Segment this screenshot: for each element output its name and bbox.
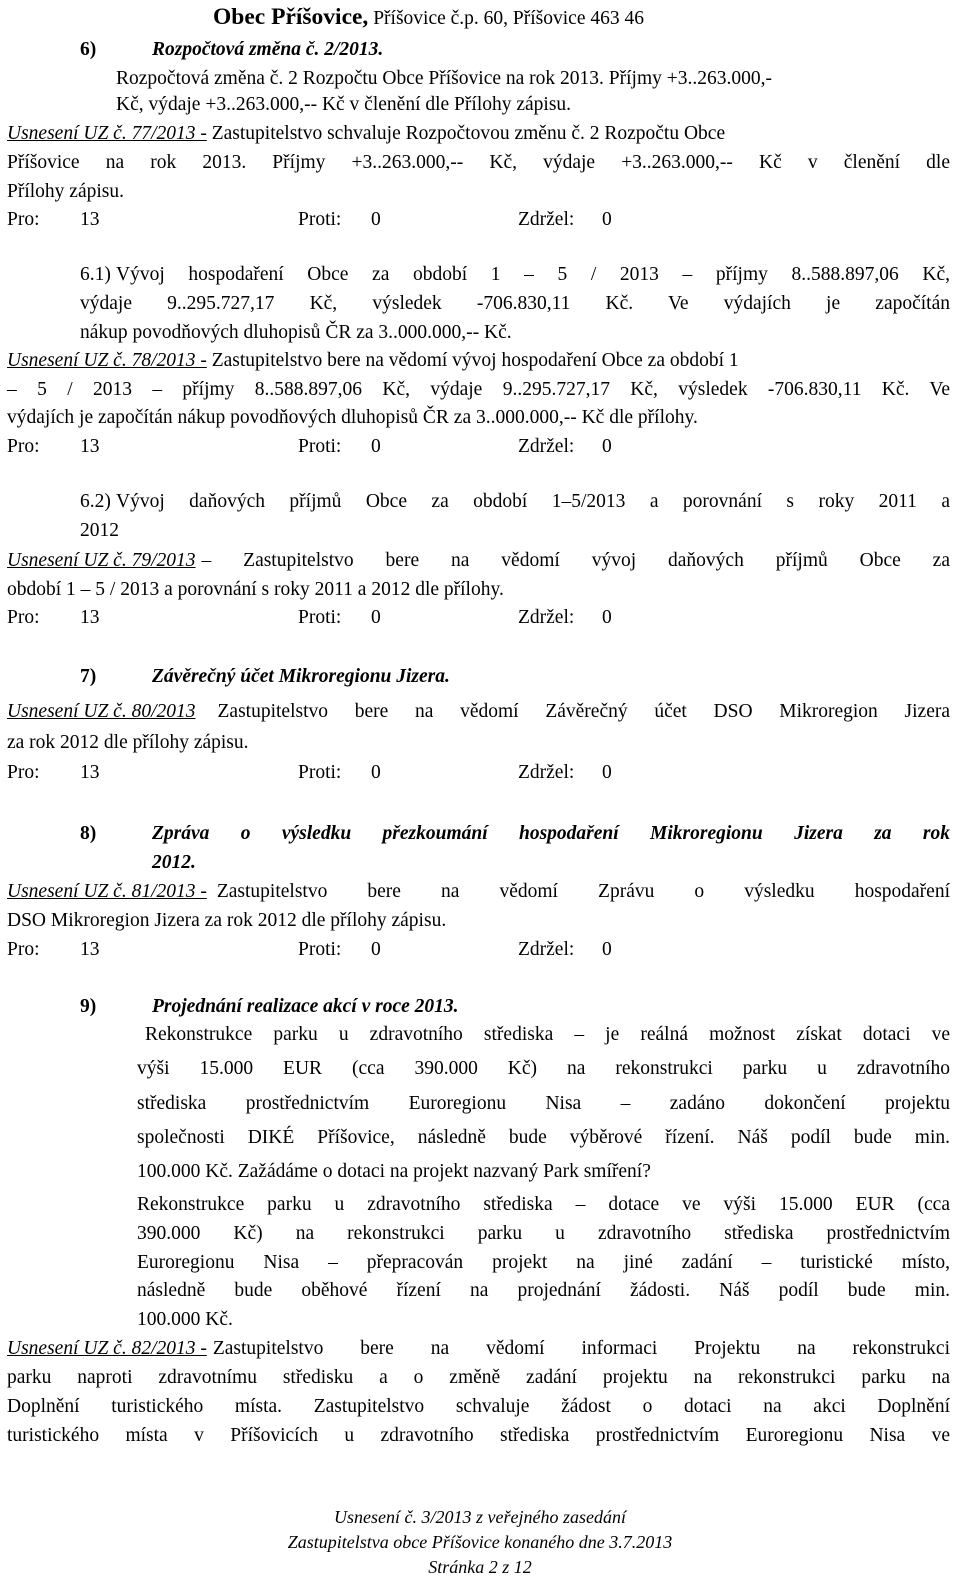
vote-proti-count: 0: [371, 209, 381, 230]
vote-zdrzel-label: Zdržel:: [518, 762, 575, 783]
vote-proti-count: 0: [371, 607, 381, 628]
resolution-text: Zastupitelstvo schvaluje Rozpočtovou změnu č. 2 Rozpočtu Obce: [211, 123, 726, 144]
vote-zdrzel-label: Zdržel:: [518, 209, 575, 230]
resolution-text: Zastupitelstvo bere na vědomí Zprávu o výsledku hospodaření: [216, 881, 950, 902]
vote-pro-label: Pro:: [7, 939, 40, 960]
resolution-line: [7, 702, 950, 722]
resolution-text: Zastupitelstvo bere na vědomí informaci Projektu na rekonstrukci: [212, 1338, 950, 1359]
vote-proti-count: 0: [371, 762, 381, 783]
vote-proti-count: 0: [371, 436, 381, 457]
section-6-1-number: 6.1): [80, 264, 111, 285]
vote-result: [7, 437, 950, 461]
section-6-desc-line: Rozpočtová změna č. 2 Rozpočtu Obce Příšovice na rok 2013. Příjmy +3..263.000,-: [116, 68, 772, 89]
vote-proti-label: Proti:: [298, 209, 342, 230]
resolution-line: [7, 124, 725, 144]
footer-page-number: Stránka 2 z 12: [428, 1557, 532, 1577]
resolution-text: Zastupitelstvo bere na vědomí Závěrečný účet DSO Mikroregion Jizera: [217, 701, 950, 722]
resolution-line: [7, 1339, 950, 1359]
vote-proti-label: Proti:: [298, 607, 342, 628]
section-8-number: 8): [80, 823, 97, 844]
vote-result: [7, 210, 950, 234]
page-header: [213, 6, 644, 30]
resolution-line: [7, 351, 739, 371]
resolution-label: Usnesení UZ č. 82/2013 -: [7, 1338, 207, 1359]
vote-proti-label: Proti:: [298, 939, 342, 960]
section-9-para2-line: následně bude oběhové řízení na projednání žádosti. Náš podíl bude min.: [137, 1280, 950, 1301]
resolution-line: turistického místa v Příšovicích u zdravotního střediska prostřednictvím Euroregionu Nisa ve: [7, 1425, 950, 1446]
resolution-line: období 1 – 5 / 2013 a porovnání s roky 2011 a 2012 dle přílohy.: [7, 579, 504, 600]
resolution-line: Přílohy zápisu.: [7, 181, 124, 202]
resolution-line: [7, 551, 950, 571]
section-7-number: 7): [80, 666, 97, 687]
section-8-title-line: Zpráva o výsledku přezkoumání hospodaření Mikroregionu Jizera za rok: [152, 823, 950, 844]
resolution-label: Usnesení UZ č. 77/2013 -: [7, 123, 207, 144]
resolution-line: – 5 / 2013 – příjmy 8..588.897,06 Kč, výdaje 9..295.727,17 Kč, výsledek -706.830,11 Kč. Ve: [7, 379, 950, 400]
vote-proti-count: 0: [371, 939, 381, 960]
vote-result: [7, 940, 950, 964]
vote-proti-label: Proti:: [298, 762, 342, 783]
vote-zdrzel-count: 0: [602, 762, 612, 783]
section-8-title-line: 2012.: [152, 852, 196, 873]
vote-zdrzel-count: 0: [602, 436, 612, 457]
vote-pro-count: 13: [80, 209, 100, 230]
section-7-title: Závěrečný účet Mikroregionu Jizera.: [152, 666, 450, 687]
section-9-para2-line: 390.000 Kč) na rekonstrukci parku u zdravotního střediska prostřednictvím: [137, 1223, 950, 1244]
vote-zdrzel-label: Zdržel:: [518, 939, 575, 960]
resolution-label: Usnesení UZ č. 80/2013: [7, 701, 196, 722]
section-6-2-desc-line: 2012: [80, 520, 119, 541]
section-6-2-desc-line: Vývoj daňových příjmů Obce za období 1–5/2013 a porovnání s roky 2011 a: [116, 491, 950, 512]
resolution-label: Usnesení UZ č. 78/2013 -: [7, 350, 207, 371]
vote-pro-label: Pro:: [7, 762, 40, 783]
vote-pro-label: Pro:: [7, 209, 40, 230]
resolution-line: DSO Mikroregion Jizera za rok 2012 dle přílohy zápisu.: [7, 910, 447, 931]
section-9-para1-line: společnosti DIKÉ Příšovice, následně bude výběrové řízení. Náš podíl bude min.: [137, 1127, 950, 1148]
vote-proti-label: Proti:: [298, 436, 342, 457]
section-9-para1-line: střediska prostřednictvím Euroregionu Nisa – zadáno dokončení projektu: [137, 1093, 950, 1114]
vote-pro-count: 13: [80, 436, 100, 457]
vote-zdrzel-count: 0: [602, 209, 612, 230]
section-9-number: 9): [80, 996, 97, 1017]
resolution-line: za rok 2012 dle přílohy zápisu.: [7, 732, 249, 753]
vote-pro-label: Pro:: [7, 607, 40, 628]
section-9-para1-line: výši 15.000 EUR (cca 390.000 Kč) na rekonstrukci parku u zdravotního: [137, 1058, 950, 1079]
vote-zdrzel-label: Zdržel:: [518, 436, 575, 457]
section-6-1-desc-line: výdaje 9..295.727,17 Kč, výsledek -706.830,11 Kč. Ve výdajích je započítán: [80, 293, 950, 314]
resolution-text: – Zastupitelstvo bere na vědomí vývoj daňových příjmů Obce za: [201, 550, 950, 571]
vote-pro-count: 13: [80, 607, 100, 628]
resolution-label: Usnesení UZ č. 81/2013 -: [7, 881, 207, 902]
section-9-para2-line: 100.000 Kč.: [137, 1309, 233, 1330]
section-9-para2-line: Euroregionu Nisa – přepracován projekt na jiné zadání – turistické místo,: [137, 1252, 950, 1273]
section-6-2-number: 6.2): [80, 491, 111, 512]
section-6-title: Rozpočtová změna č. 2/2013.: [152, 39, 384, 60]
section-6-1-desc-line: Vývoj hospodaření Obce za období 1 – 5 / 2013 – příjmy 8..588.897,06 Kč,: [116, 264, 950, 285]
vote-zdrzel-count: 0: [602, 607, 612, 628]
vote-zdrzel-label: Zdržel:: [518, 607, 575, 628]
section-9-para1-line: 100.000 Kč. Zažádáme o dotaci na projekt nazvaný Park smíření?: [137, 1161, 651, 1182]
section-6-1-desc-line: nákup povodňových dluhopisů ČR za 3..000.000,-- Kč.: [80, 322, 512, 343]
header-subtitle: Příšovice č.p. 60, Příšovice 463 46: [373, 8, 644, 29]
vote-pro-label: Pro:: [7, 436, 40, 457]
footer-line: Zastupitelstva obce Příšovice konaného dne 3.7.2013: [287, 1532, 673, 1552]
resolution-label: Usnesení UZ č. 79/2013: [7, 550, 196, 571]
resolution-line: [7, 882, 950, 902]
section-6-number: 6): [80, 39, 97, 60]
resolution-line: Doplnění turistického místa. Zastupitelstvo schvaluje žádost o dotaci na akci Doplnění: [7, 1396, 950, 1417]
vote-result: [7, 608, 950, 632]
vote-zdrzel-count: 0: [602, 939, 612, 960]
section-9-para1-line: Rekonstrukce parku u zdravotního střediska – je reálná možnost získat dotaci ve: [145, 1024, 950, 1045]
resolution-line: výdajích je započítán nákup povodňových dluhopisů ČR za 3..000.000,-- Kč dle přílohy.: [7, 407, 698, 428]
vote-pro-count: 13: [80, 939, 100, 960]
header-title: Obec Příšovice,: [213, 4, 369, 30]
section-6-desc-line: Kč, výdaje +3..263.000,-- Kč v členění dle Přílohy zápisu.: [116, 94, 572, 115]
footer-line: Usnesení č. 3/2013 z veřejného zasedání: [334, 1507, 626, 1527]
resolution-text: Zastupitelstvo bere na vědomí vývoj hospodaření Obce za období 1: [211, 350, 739, 371]
section-9-para2-line: Rekonstrukce parku u zdravotního střediska – dotace ve výši 15.000 EUR (cca: [137, 1194, 950, 1215]
section-9-title: Projednání realizace akcí v roce 2013.: [152, 996, 459, 1017]
resolution-line: parku naproti zdravotnímu středisku a o změně zadání projektu na rekonstrukci parku na: [7, 1367, 950, 1388]
vote-pro-count: 13: [80, 762, 100, 783]
vote-result: [7, 763, 950, 787]
resolution-line: Příšovice na rok 2013. Příjmy +3..263.000,-- Kč, výdaje +3..263.000,-- Kč v členění dle: [7, 152, 950, 173]
